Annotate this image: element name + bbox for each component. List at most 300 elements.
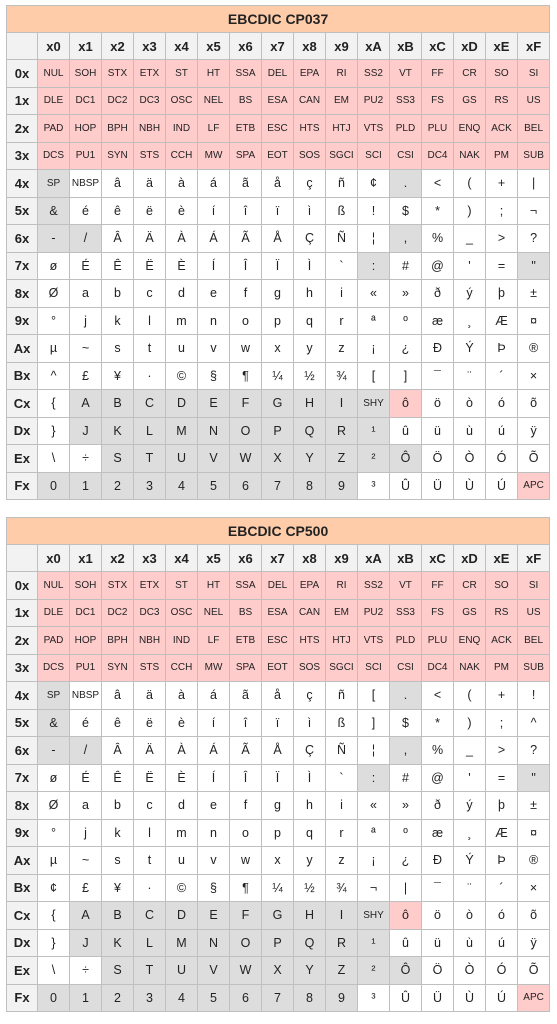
code-cell: SUB [518, 654, 550, 682]
code-cell: SS3 [390, 87, 422, 115]
code-cell: PAD [38, 627, 70, 655]
code-cell: { [38, 902, 70, 930]
code-cell: DEL [262, 60, 294, 88]
code-cell: Z [326, 445, 358, 473]
code-cell: é [70, 709, 102, 737]
code-cell: ' [454, 764, 486, 792]
code-cell: + [486, 682, 518, 710]
code-cell: Q [294, 417, 326, 445]
code-cell: ã [230, 170, 262, 198]
code-cell: m [166, 307, 198, 335]
code-cell: C [134, 902, 166, 930]
code-cell: OSC [166, 599, 198, 627]
code-cell: M [166, 417, 198, 445]
table-row [7, 142, 550, 170]
code-cell: MW [198, 654, 230, 682]
code-cell: PLD [390, 115, 422, 143]
code-cell: ¿ [390, 335, 422, 363]
code-cell: a [70, 280, 102, 308]
code-cell: $ [390, 709, 422, 737]
code-cell: þ [486, 792, 518, 820]
code-cell: ¨ [454, 362, 486, 390]
table-row [7, 170, 550, 198]
code-cell: q [294, 819, 326, 847]
code-cell: DC3 [134, 599, 166, 627]
code-cell: ê [102, 709, 134, 737]
code-cell: b [102, 792, 134, 820]
row-header: Ax [7, 335, 38, 363]
code-cell: Ë [134, 764, 166, 792]
code-cell: > [486, 737, 518, 765]
column-header: x3 [134, 545, 166, 572]
code-cell: ¤ [518, 307, 550, 335]
code-cell: SS3 [390, 599, 422, 627]
code-cell: ³ [358, 984, 390, 1012]
code-cell: NBH [134, 115, 166, 143]
code-cell: ¾ [326, 362, 358, 390]
code-cell: NAK [454, 142, 486, 170]
code-cell: 4 [166, 984, 198, 1012]
code-cell: x [262, 335, 294, 363]
code-cell: h [294, 280, 326, 308]
code-cell: × [518, 874, 550, 902]
code-cell: ô [390, 390, 422, 418]
code-cell: ± [518, 792, 550, 820]
column-header: xC [422, 545, 454, 572]
code-cell: ª [358, 307, 390, 335]
column-header: x7 [262, 33, 294, 60]
code-cell: ; [486, 709, 518, 737]
code-cell: SGCI [326, 654, 358, 682]
code-cell: ß [326, 197, 358, 225]
code-cell: GS [454, 87, 486, 115]
column-header: x8 [294, 545, 326, 572]
code-cell: DCS [38, 654, 70, 682]
code-cell: Æ [486, 819, 518, 847]
code-cell: ê [102, 197, 134, 225]
column-header: xA [358, 545, 390, 572]
code-cell: d [166, 280, 198, 308]
code-cell: Æ [486, 307, 518, 335]
code-cell: SS2 [358, 60, 390, 88]
code-cell: ` [326, 252, 358, 280]
code-cell: z [326, 335, 358, 363]
code-cell: J [70, 417, 102, 445]
code-cell: I [326, 902, 358, 930]
code-cell: ¨ [454, 874, 486, 902]
code-cell: æ [422, 819, 454, 847]
code-cell: p [262, 307, 294, 335]
code-cell: ( [454, 170, 486, 198]
code-cell: ESC [262, 115, 294, 143]
code-cell: ä [134, 682, 166, 710]
code-cell: Å [262, 737, 294, 765]
code-cell: 3 [134, 472, 166, 500]
code-cell: ú [486, 417, 518, 445]
code-cell: í [198, 709, 230, 737]
code-cell: ù [454, 929, 486, 957]
code-cell: OSC [166, 87, 198, 115]
code-cell: ¡ [358, 847, 390, 875]
code-cell: LF [198, 115, 230, 143]
column-header: x9 [326, 33, 358, 60]
code-cell: g [262, 280, 294, 308]
code-cell: - [38, 225, 70, 253]
code-cell: ACK [486, 115, 518, 143]
code-cell: 5 [198, 472, 230, 500]
code-cell: NBH [134, 627, 166, 655]
code-cell: SOH [70, 60, 102, 88]
code-cell: HTJ [326, 115, 358, 143]
code-cell: ° [38, 819, 70, 847]
code-cell: ESC [262, 627, 294, 655]
code-cell: CCH [166, 142, 198, 170]
code-cell: ' [454, 252, 486, 280]
code-cell: 7 [262, 472, 294, 500]
code-cell: e [198, 792, 230, 820]
code-cell: ü [422, 417, 454, 445]
code-cell: SP [38, 170, 70, 198]
row-header: 8x [7, 280, 38, 308]
code-cell: / [70, 225, 102, 253]
table-row [7, 599, 550, 627]
code-cell: NUL [38, 60, 70, 88]
code-cell: ^ [518, 709, 550, 737]
code-cell: µ [38, 335, 70, 363]
column-header: xE [486, 33, 518, 60]
code-cell: 0 [38, 472, 70, 500]
code-cell: » [390, 792, 422, 820]
code-cell: SHY [358, 902, 390, 930]
code-cell: SYN [102, 654, 134, 682]
column-header: xF [518, 545, 550, 572]
code-cell: B [102, 390, 134, 418]
code-cell: ¬ [518, 197, 550, 225]
code-cell: FS [422, 87, 454, 115]
code-cell: CR [454, 60, 486, 88]
code-cell: Q [294, 929, 326, 957]
code-cell: , [390, 737, 422, 765]
code-cell: ç [294, 170, 326, 198]
code-cell: T [134, 957, 166, 985]
code-cell: US [518, 599, 550, 627]
code-cell: Ò [454, 445, 486, 473]
code-cell: 9 [326, 984, 358, 1012]
code-cell: í [198, 197, 230, 225]
code-cell: 0 [38, 984, 70, 1012]
code-cell: 6 [230, 472, 262, 500]
code-cell: ì [294, 709, 326, 737]
code-cell: ` [326, 764, 358, 792]
code-cell: w [230, 847, 262, 875]
code-cell: ´ [486, 874, 518, 902]
code-cell: : [358, 764, 390, 792]
code-cell: Ç [294, 225, 326, 253]
code-cell: à [166, 170, 198, 198]
code-cell: Ö [422, 957, 454, 985]
code-cell: ª [358, 819, 390, 847]
code-cell: Ü [422, 984, 454, 1012]
code-cell: z [326, 847, 358, 875]
code-cell: A [70, 390, 102, 418]
code-cell: " [518, 252, 550, 280]
code-cell: 9 [326, 472, 358, 500]
column-header: xF [518, 33, 550, 60]
table-row [7, 682, 550, 710]
code-cell: EOT [262, 654, 294, 682]
code-cell: P [262, 929, 294, 957]
code-cell: ¼ [262, 362, 294, 390]
code-cell: ¹ [358, 417, 390, 445]
code-cell: ! [358, 197, 390, 225]
code-cell: é [70, 197, 102, 225]
code-cell: S [102, 957, 134, 985]
code-cell: t [134, 847, 166, 875]
code-cell: ÿ [518, 417, 550, 445]
code-cell: h [294, 792, 326, 820]
code-cell: Î [230, 764, 262, 792]
code-cell: ® [518, 847, 550, 875]
code-cell: % [422, 225, 454, 253]
code-cell: ë [134, 709, 166, 737]
code-cell: Í [198, 252, 230, 280]
code-cell: ° [38, 307, 70, 335]
code-cell: p [262, 819, 294, 847]
code-cell: K [102, 417, 134, 445]
code-cell: ¶ [230, 874, 262, 902]
code-cell: * [422, 709, 454, 737]
code-cell: 1 [70, 984, 102, 1012]
code-cell: < [422, 170, 454, 198]
code-cell: « [358, 792, 390, 820]
code-cell: Â [102, 737, 134, 765]
code-cell: EOT [262, 142, 294, 170]
table-row [7, 87, 550, 115]
code-cell: ETB [230, 627, 262, 655]
code-cell: K [102, 929, 134, 957]
code-cell: ¦ [358, 737, 390, 765]
code-cell: & [38, 197, 70, 225]
code-cell: } [38, 929, 70, 957]
code-cell: F [230, 902, 262, 930]
code-cell: FS [422, 599, 454, 627]
code-cell: RI [326, 572, 358, 600]
column-header: x7 [262, 545, 294, 572]
code-cell: ¬ [358, 874, 390, 902]
code-cell: PU2 [358, 87, 390, 115]
code-cell: ) [454, 197, 486, 225]
code-cell: W [230, 445, 262, 473]
code-cell: 8 [294, 984, 326, 1012]
column-header: x5 [198, 545, 230, 572]
code-cell: CSI [390, 654, 422, 682]
code-cell: Y [294, 445, 326, 473]
code-cell: BPH [102, 627, 134, 655]
code-cell: { [38, 390, 70, 418]
code-cell: ESA [262, 87, 294, 115]
code-cell: Ø [38, 792, 70, 820]
column-header: x0 [38, 545, 70, 572]
code-cell: ½ [294, 874, 326, 902]
code-cell: À [166, 225, 198, 253]
table-row [7, 709, 550, 737]
code-cell: VT [390, 572, 422, 600]
table-row [7, 115, 550, 143]
code-cell: . [390, 170, 422, 198]
table-row [7, 654, 550, 682]
column-header: x2 [102, 33, 134, 60]
table-row [7, 472, 550, 500]
code-cell: DC2 [102, 599, 134, 627]
code-cell: È [166, 252, 198, 280]
code-cell: ý [454, 792, 486, 820]
code-cell: CAN [294, 599, 326, 627]
code-cell: SGCI [326, 142, 358, 170]
code-cell: ä [134, 170, 166, 198]
code-cell: SHY [358, 390, 390, 418]
code-cell: [ [358, 682, 390, 710]
code-cell: ¢ [358, 170, 390, 198]
code-cell: IND [166, 627, 198, 655]
code-cell: n [198, 307, 230, 335]
code-cell: k [102, 307, 134, 335]
code-cell: 6 [230, 984, 262, 1012]
code-cell: b [102, 280, 134, 308]
code-cell: APC [518, 984, 550, 1012]
code-cell: u [166, 335, 198, 363]
code-cell: ) [454, 709, 486, 737]
code-cell: SS2 [358, 572, 390, 600]
column-header: xB [390, 545, 422, 572]
code-cell: ó [486, 902, 518, 930]
code-cell: @ [422, 252, 454, 280]
code-cell: Ó [486, 445, 518, 473]
code-cell: v [198, 335, 230, 363]
code-cell: ð [422, 280, 454, 308]
code-cell: f [230, 792, 262, 820]
code-cell: 1 [70, 472, 102, 500]
code-cell: 3 [134, 984, 166, 1012]
code-cell: £ [70, 874, 102, 902]
code-cell: ? [518, 225, 550, 253]
code-cell: PAD [38, 115, 70, 143]
row-header: 4x [7, 170, 38, 198]
code-cell: DLE [38, 87, 70, 115]
code-cell: ß [326, 709, 358, 737]
column-header: xA [358, 33, 390, 60]
code-cell: SUB [518, 142, 550, 170]
code-cell: FF [422, 60, 454, 88]
code-cell: ] [358, 709, 390, 737]
code-cell: û [390, 417, 422, 445]
code-cell: ® [518, 335, 550, 363]
code-cell: ? [518, 737, 550, 765]
code-cell: Ø [38, 280, 70, 308]
code-cell: à [166, 682, 198, 710]
code-cell: @ [422, 764, 454, 792]
code-cell: y [294, 847, 326, 875]
code-cell: Å [262, 225, 294, 253]
code-cell: L [134, 929, 166, 957]
code-cell: Ó [486, 957, 518, 985]
code-cell: U [166, 445, 198, 473]
code-cell: S [102, 445, 134, 473]
code-cell: NUL [38, 572, 70, 600]
code-cell: ð [422, 792, 454, 820]
code-cell: Û [390, 984, 422, 1012]
code-cell: ± [518, 280, 550, 308]
code-cell: Ð [422, 847, 454, 875]
code-cell: ETB [230, 115, 262, 143]
table-row [7, 197, 550, 225]
code-cell: R [326, 929, 358, 957]
code-cell: Ã [230, 225, 262, 253]
code-cell: ñ [326, 682, 358, 710]
code-cell: Þ [486, 847, 518, 875]
code-cell: º [390, 819, 422, 847]
code-cell: Û [390, 472, 422, 500]
row-header: Dx [7, 929, 38, 957]
code-cell: ² [358, 957, 390, 985]
code-cell: ^ [38, 362, 70, 390]
code-cell: SSA [230, 572, 262, 600]
row-header: 9x [7, 819, 38, 847]
code-cell: f [230, 280, 262, 308]
code-cell: y [294, 335, 326, 363]
code-cell: STX [102, 60, 134, 88]
code-cell: æ [422, 307, 454, 335]
column-header: x6 [230, 33, 262, 60]
code-cell: Â [102, 225, 134, 253]
code-cell: EM [326, 87, 358, 115]
table-row [7, 902, 550, 930]
table-row [7, 252, 550, 280]
code-cell: D [166, 902, 198, 930]
code-cell: NBSP [70, 170, 102, 198]
code-cell: RI [326, 60, 358, 88]
code-cell: 7 [262, 984, 294, 1012]
code-cell: Ì [294, 252, 326, 280]
row-header: 0x [7, 572, 38, 600]
code-cell: ú [486, 929, 518, 957]
code-cell: ï [262, 197, 294, 225]
code-cell: # [390, 764, 422, 792]
code-cell: X [262, 445, 294, 473]
code-cell: = [486, 764, 518, 792]
row-header: Cx [7, 902, 38, 930]
code-cell: SCI [358, 142, 390, 170]
code-cell: î [230, 197, 262, 225]
code-cell: DCS [38, 142, 70, 170]
code-cell: Á [198, 225, 230, 253]
code-cell: u [166, 847, 198, 875]
code-cell: \ [38, 445, 70, 473]
row-header: 4x [7, 682, 38, 710]
code-cell: H [294, 390, 326, 418]
code-cell: NAK [454, 654, 486, 682]
code-cell: ETX [134, 572, 166, 600]
code-cell: r [326, 819, 358, 847]
code-cell: o [230, 307, 262, 335]
code-cell: Ý [454, 335, 486, 363]
code-cell: _ [454, 737, 486, 765]
code-cell: SPA [230, 142, 262, 170]
row-header: 5x [7, 709, 38, 737]
code-cell: " [518, 764, 550, 792]
table-row [7, 819, 550, 847]
header-corner [7, 545, 38, 572]
code-cell: Þ [486, 335, 518, 363]
